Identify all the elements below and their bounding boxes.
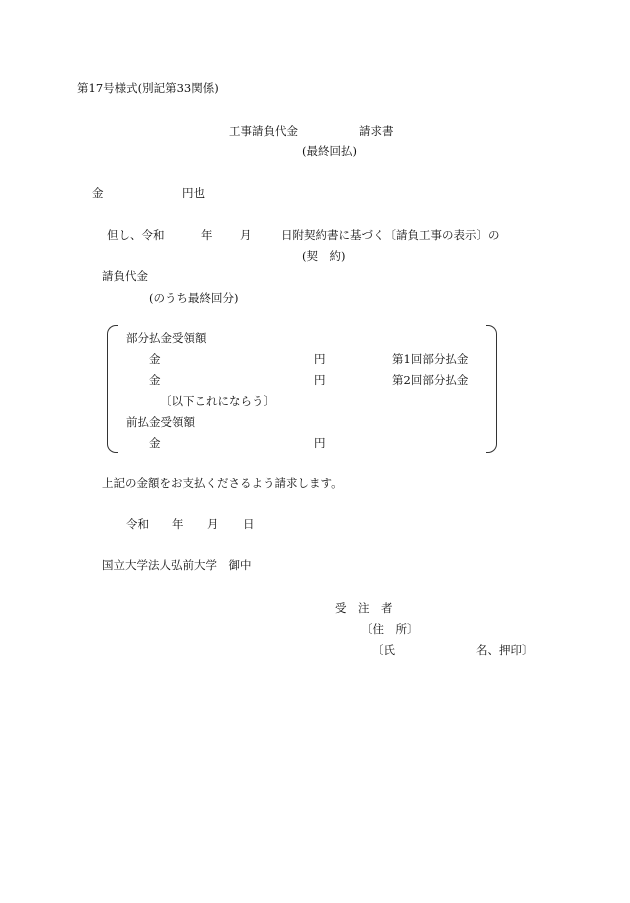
row2-kin: 金 <box>149 373 161 387</box>
amount-yen: 円也 <box>182 186 205 200</box>
contractor-address: 〔住 所〕 <box>361 622 419 636</box>
date-tsuki: 月 <box>207 517 219 531</box>
row1-kin: 金 <box>149 352 161 366</box>
proviso-suffix: 日附契約書に基づく〔請負工事の表示〕の <box>281 228 500 242</box>
proviso-prefix: 但し、令和 <box>107 228 165 242</box>
etc-note: 〔以下これにならう〕 <box>160 394 275 408</box>
partial-heading: 部分払金受領額 <box>126 331 207 345</box>
row2-note: 第2回部分払金 <box>392 373 469 387</box>
advance-yen: 円 <box>314 436 326 450</box>
right-bracket <box>486 325 497 453</box>
row2-yen: 円 <box>314 373 326 387</box>
contractor-name-left: 〔氏 <box>372 643 395 657</box>
left-bracket <box>107 325 118 453</box>
date-hi: 日 <box>243 517 255 531</box>
title-right: 請求書 <box>359 124 394 138</box>
amount-kin: 金 <box>92 186 104 200</box>
form-number: 第17号様式(別記第33関係) <box>77 81 219 95</box>
addressee: 国立大学法人弘前大学 御中 <box>102 558 252 572</box>
contractor-name-right: 名、押印〕 <box>476 643 534 657</box>
date-era: 令和 <box>126 517 149 531</box>
date-nen: 年 <box>172 517 184 531</box>
row1-yen: 円 <box>314 352 326 366</box>
contractor-label: 受 注 者 <box>335 601 393 615</box>
title-sub: (最終回払) <box>302 144 357 158</box>
advance-heading: 前払金受領額 <box>126 415 195 429</box>
row1-note: 第1回部分払金 <box>392 352 469 366</box>
request-text: 上記の金額をお支払くださるよう請求します。 <box>102 476 343 490</box>
proviso-line2: 請負代金 <box>102 269 148 283</box>
proviso-nen: 年 <box>201 228 213 242</box>
advance-kin: 金 <box>149 436 161 450</box>
proviso-line3: (のうち最終回分) <box>149 291 239 305</box>
title-left: 工事請負代金 <box>229 124 298 138</box>
proviso-tsuki: 月 <box>240 228 252 242</box>
proviso-keiyaku: (契 約) <box>302 249 346 263</box>
